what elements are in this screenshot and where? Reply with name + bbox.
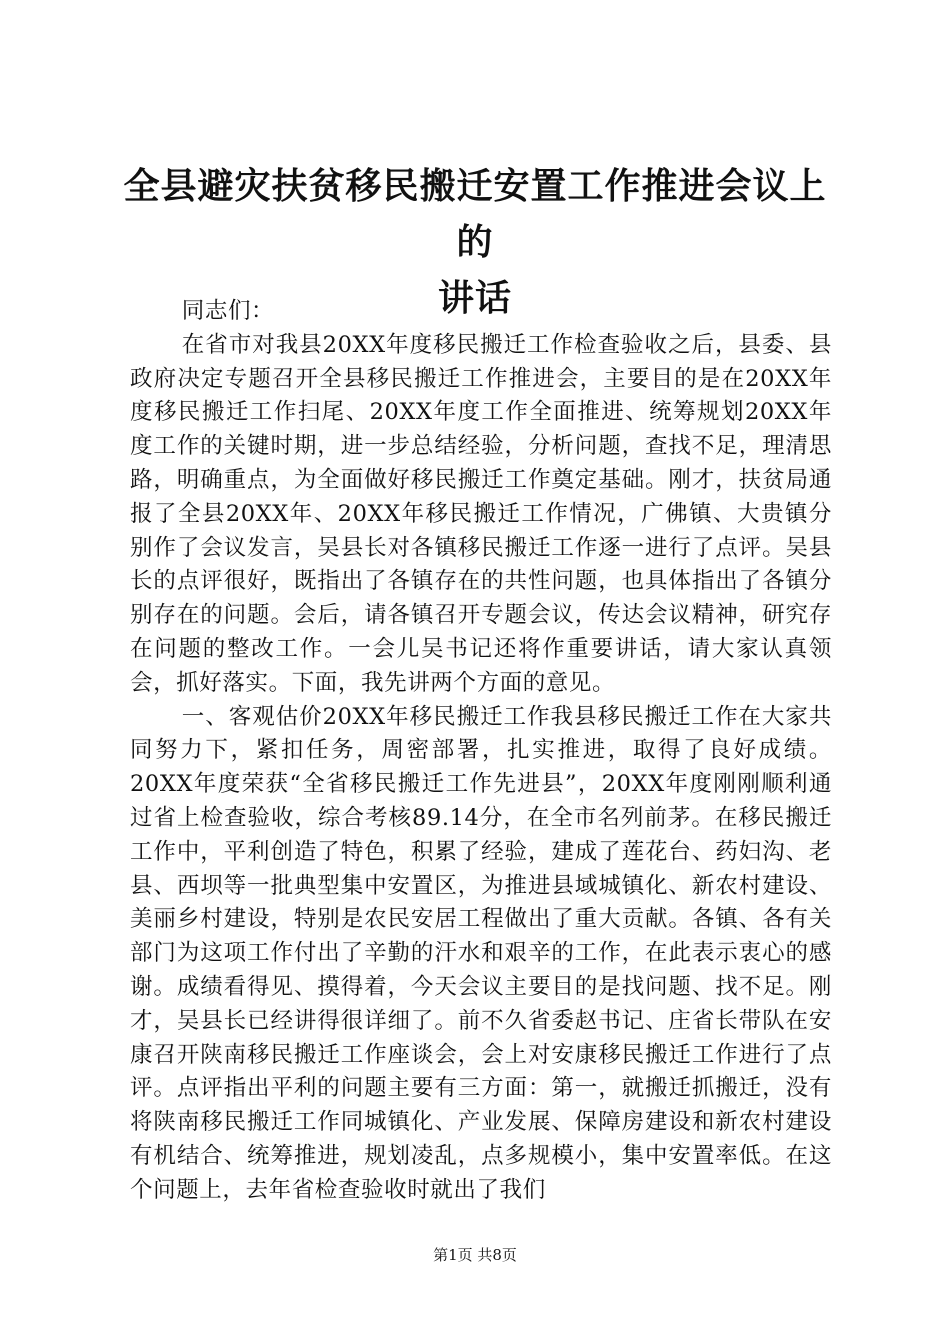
paragraph-intro: 在省市对我县20XX年度移民搬迁工作检查验收之后，县委、县政府决定专题召开全县移民搬迁工作推进会，主要目的是在20XX年度移民搬迁工作扫尾、20XX年度工作全面推进、统筹规划20XX年度工作的关键时期，进一步总结经验，分析问题，查找不足，理清思路，明确重点，为全面做好移民搬迁工作奠定基础。刚才，扶贫局通报了全县20XX年、20XX年移民搬迁工作情况，广佛镇、大贵镇分别作了会议发言，吴县长对各镇移民搬迁工作逐一进行了点评。吴县长的点评很好，既指出了各镇存在的共性问题，也具体指出了各镇分别存在的问题。会后，请各镇召开专题会议，传达会议精神，研究存在问题的整改工作。一会儿吴书记还将作重要讲话，请大家认真领会，抓好落实。下面，我先讲两个方面的意见。 (130, 331, 832, 696)
document-body (130, 295, 832, 1208)
page-number-footer: 第1页 共8页 (433, 1246, 517, 1264)
title-line-1: 全县避灾扶贫移民搬迁安置工作推进会议上的 (123, 165, 827, 263)
salutation: 同志们： (181, 298, 275, 324)
paragraph-section-one: 一、客观估价20XX年移民搬迁工作我县移民搬迁工作在大家共同努力下，紧扣任务，周密部署，扎实推进，取得了良好成绩。20XX年度荣获“全省移民搬迁工作先进县”，20XX年度刚刚顺利通过省上检查验收，综合考核89.14分，在全市名列前茅。在移民搬迁工作中，平利创造了特色，积累了经验，建成了莲花台、药妇沟、老县、西坝等一批典型集中安置区，为推进县域城镇化、新农村建设、美丽乡村建设，特别是农民安居工程做出了重大贡献。各镇、各有关部门为这项工作付出了辛勤的汗水和艰辛的工作，在此表示衷心的感谢。成绩看得见、摸得着，今天会议主要目的是找问题、找不足。刚才，吴县长已经讲得很详细了。前不久省委赵书记、庄省长带队在安康召开陕南移民搬迁工作座谈会，会上对安康移民搬迁工作进行了点评。点评指出平利的问题主要有三方面：第一，就搬迁抓搬迁，没有将陕南移民搬迁工作同城镇化、产业发展、保障房建设和新农村建设有机结合、统筹推进，规划凌乱，点多规模小，集中安置率低。在这个问题上，去年省检查验收时就出了我们 (130, 703, 832, 1203)
title-line-2: 讲话 (437, 277, 512, 319)
